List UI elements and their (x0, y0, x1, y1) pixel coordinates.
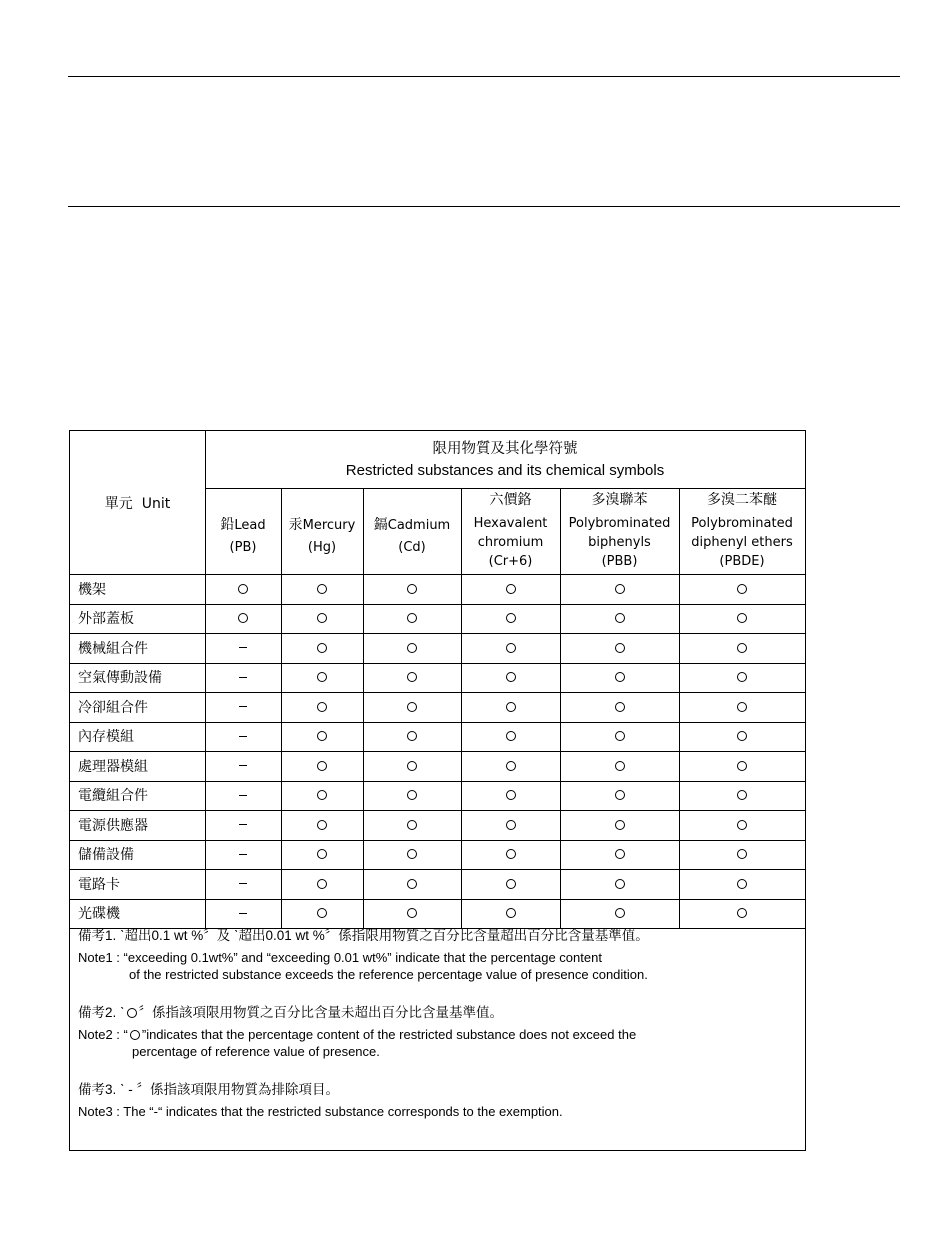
substance-name-en: (PBB) (601, 554, 638, 569)
circle-icon (238, 584, 248, 594)
note3-zh: 備考3. ˋ - 〞係指該項限用物質為排除項目。 (78, 1082, 340, 1097)
row-unit-label: 處理器模組 (78, 758, 148, 775)
circle-icon (238, 613, 248, 623)
row-unit-label: 光碟機 (78, 906, 120, 923)
mark-cell (363, 840, 461, 870)
row-unit-label: 電纜組合件 (78, 788, 148, 805)
substance-symbol: (PB) (229, 539, 257, 555)
mark-cell (205, 810, 281, 840)
circle-icon (615, 820, 625, 830)
circle-icon (615, 613, 625, 623)
substance-name-en: Lead (234, 517, 266, 533)
circle-icon (615, 879, 625, 889)
circle-icon (407, 584, 417, 594)
circle-icon (506, 790, 516, 800)
notes (78, 927, 798, 1121)
circle-icon (737, 879, 747, 889)
mark-cell (281, 840, 363, 870)
mark-cell (281, 781, 363, 811)
substance-header (679, 488, 805, 574)
mark-cell (363, 899, 461, 929)
circle-icon (407, 790, 417, 800)
mark-cell (560, 899, 679, 929)
mark-cell (461, 574, 560, 604)
restricted-header (205, 431, 805, 488)
mark-cell (560, 751, 679, 781)
circle-icon (737, 702, 747, 712)
substance-header (560, 488, 679, 574)
mark-cell (461, 840, 560, 870)
note2-zh-suffix: 〞係指該項限用物質之百分比含量未超出百分比含量基準值。 (138, 1005, 504, 1020)
circle-icon (127, 1008, 137, 1018)
mark-cell (363, 751, 461, 781)
row-unit-label: 電源供應器 (78, 817, 148, 834)
substance-name-en: Polybrominated (691, 516, 793, 531)
mark-cell (461, 751, 560, 781)
note2-zh (78, 1004, 798, 1022)
mark-cell (461, 633, 560, 663)
mark-cell (363, 604, 461, 634)
substance-name-zh: 多溴聯苯 (591, 492, 648, 508)
circle-icon (407, 672, 417, 682)
mark-cell (560, 633, 679, 663)
mark-cell (461, 722, 560, 752)
circle-icon (615, 643, 625, 653)
circle-icon (615, 731, 625, 741)
mark-cell (281, 810, 363, 840)
restricted-substances-table (69, 430, 806, 1151)
mark-cell (461, 899, 560, 929)
substance-title (289, 516, 356, 535)
mark-cell (560, 574, 679, 604)
circle-icon (737, 908, 747, 918)
circle-icon (407, 879, 417, 889)
note2-zh-prefix: 備考2. ˋ (78, 1005, 125, 1020)
mark-cell (679, 574, 805, 604)
mark-cell (281, 869, 363, 899)
row-unit-label: 外部蓋板 (78, 611, 134, 628)
circle-icon (506, 849, 516, 859)
mark-cell (363, 722, 461, 752)
row-unit-label: 儲備設備 (78, 847, 134, 864)
circle-icon (506, 731, 516, 741)
substance-name-en: Hexavalent (473, 516, 548, 531)
circle-icon (506, 613, 516, 623)
circle-icon (506, 879, 516, 889)
circle-icon (407, 761, 417, 771)
mark-cell (461, 663, 560, 693)
mark-cell (461, 604, 560, 634)
note3-en: Note3 : The “-“ indicates that the restricted substance corresponds to the exemption. (78, 1104, 563, 1119)
substance-name-en: Cadmium (387, 517, 451, 533)
mark-cell (281, 604, 363, 634)
dash-icon (239, 883, 247, 884)
mark-cell (205, 633, 281, 663)
circle-icon (407, 643, 417, 653)
substance-name-zh: 汞 (288, 516, 303, 533)
mark-cell (205, 751, 281, 781)
note2-en-suffix: ”indicates that the percentage content of the restricted substance does not exceed the (141, 1027, 637, 1042)
mark-cell (679, 751, 805, 781)
circle-icon (615, 702, 625, 712)
mark-cell (205, 840, 281, 870)
circle-icon (407, 849, 417, 859)
mark-cell (461, 869, 560, 899)
circle-icon (407, 820, 417, 830)
circle-icon (615, 790, 625, 800)
mark-cell (281, 692, 363, 722)
circle-icon (615, 672, 625, 682)
mark-cell (363, 663, 461, 693)
dash-icon (239, 647, 247, 648)
circle-icon (317, 908, 327, 918)
substance-name-en: Mercury (302, 517, 356, 533)
circle-icon (506, 584, 516, 594)
mark-cell (461, 692, 560, 722)
note2-en-line1 (78, 1027, 798, 1044)
substance-header (461, 488, 560, 574)
dash-icon (239, 736, 247, 737)
mark-cell (560, 604, 679, 634)
mark-cell (560, 663, 679, 693)
mark-cell (281, 899, 363, 929)
unit-header-label: 單元 Unit (104, 495, 171, 512)
circle-icon (506, 761, 516, 771)
mark-cell (560, 810, 679, 840)
circle-icon (407, 731, 417, 741)
circle-icon (317, 584, 327, 594)
circle-icon (317, 879, 327, 889)
substance-header (205, 488, 281, 574)
circle-icon (407, 702, 417, 712)
row-unit-label: 電路卡 (78, 876, 120, 893)
mark-cell (205, 692, 281, 722)
substance-name-zh: 鎘 (373, 516, 388, 533)
dash-icon (239, 824, 247, 825)
circle-icon (737, 672, 747, 682)
note2-en-prefix: Note2 : “ (78, 1027, 128, 1042)
circle-icon (737, 584, 747, 594)
row-unit-label: 內存模組 (78, 729, 134, 746)
substance-name-en: diphenyl ethers (691, 535, 793, 550)
grid-line-horizontal (205, 488, 805, 489)
substance-header (281, 488, 363, 574)
substance-name-zh: 六價鉻 (489, 492, 532, 508)
mark-cell (363, 574, 461, 604)
note1-en-line1: Note1 : “exceeding 0.1wt%” and “exceeding 0.01 wt%” indicate that the percentage content (78, 950, 602, 965)
circle-icon (317, 761, 327, 771)
note1-en-line2: of the restricted substance exceeds the reference percentage value of presence condition. (129, 966, 648, 982)
circle-icon (317, 672, 327, 682)
dash-icon (239, 677, 247, 678)
circle-icon (506, 702, 516, 712)
substance-name-en: biphenyls (588, 535, 651, 550)
mark-cell (461, 810, 560, 840)
circle-icon (317, 849, 327, 859)
circle-icon (615, 761, 625, 771)
substance-symbol: (Cd) (398, 539, 426, 555)
circle-icon (737, 613, 747, 623)
mark-cell (560, 840, 679, 870)
circle-icon (317, 613, 327, 623)
substance-title (374, 516, 450, 535)
circle-icon (737, 790, 747, 800)
circle-icon (317, 643, 327, 653)
mark-cell (679, 869, 805, 899)
mark-cell (281, 633, 363, 663)
substance-name-zh: 鉛 (220, 516, 235, 533)
circle-icon (615, 584, 625, 594)
mark-cell (363, 781, 461, 811)
mark-cell (560, 869, 679, 899)
mark-cell (205, 781, 281, 811)
dash-icon (239, 765, 247, 766)
substance-title (220, 516, 265, 535)
mark-cell (363, 692, 461, 722)
circle-icon (737, 820, 747, 830)
mark-cell (679, 692, 805, 722)
circle-icon (506, 643, 516, 653)
mark-cell (560, 781, 679, 811)
circle-icon (130, 1030, 140, 1040)
mark-cell (679, 840, 805, 870)
dash-icon (239, 795, 247, 796)
unit-header (70, 431, 205, 574)
circle-icon (737, 761, 747, 771)
note1-zh: 備考1. ˋ超出0.1 wt %〞及 ˋ超出0.01 wt %〞係指限用物質之百分比含量超出百分比含量基準值。 (78, 928, 649, 943)
mark-cell (679, 663, 805, 693)
dash-icon (239, 913, 247, 914)
substance-symbol: (Hg) (307, 539, 337, 555)
mark-cell (679, 633, 805, 663)
mark-cell (679, 899, 805, 929)
row-unit-label: 空氣傳動設備 (78, 670, 162, 687)
substance-name-en: chromium (477, 535, 544, 550)
mark-cell (679, 604, 805, 634)
mark-cell (205, 574, 281, 604)
substance-name-en: Polybrominated (568, 516, 671, 531)
circle-icon (506, 820, 516, 830)
circle-icon (506, 908, 516, 918)
mark-cell (281, 722, 363, 752)
mark-cell (281, 663, 363, 693)
mark-cell (205, 869, 281, 899)
middle-rule (68, 206, 900, 207)
mark-cell (205, 604, 281, 634)
row-unit-label: 機架 (78, 581, 106, 598)
circle-icon (737, 849, 747, 859)
substance-header (363, 488, 461, 574)
mark-cell (205, 663, 281, 693)
mark-cell (281, 574, 363, 604)
substance-name-zh: 多溴二苯醚 (707, 492, 777, 508)
circle-icon (317, 820, 327, 830)
restricted-header-en: Restricted substances and its chemical symbols (345, 461, 665, 479)
mark-cell (205, 899, 281, 929)
substance-name-en: (Cr+6) (488, 554, 533, 569)
mark-cell (461, 781, 560, 811)
mark-cell (363, 869, 461, 899)
mark-cell (560, 692, 679, 722)
restricted-header-zh: 限用物質及其化學符號 (432, 440, 578, 457)
row-unit-label: 冷卻組合件 (78, 699, 148, 716)
mark-cell (281, 751, 363, 781)
circle-icon (317, 731, 327, 741)
circle-icon (317, 702, 327, 712)
circle-icon (407, 613, 417, 623)
circle-icon (506, 672, 516, 682)
circle-icon (615, 849, 625, 859)
mark-cell (679, 722, 805, 752)
dash-icon (239, 706, 247, 707)
row-unit-label: 機械組合件 (78, 640, 148, 657)
circle-icon (737, 731, 747, 741)
mark-cell (679, 781, 805, 811)
circle-icon (615, 908, 625, 918)
circle-icon (317, 790, 327, 800)
mark-cell (679, 810, 805, 840)
substance-name-en: (PBDE) (719, 554, 765, 569)
circle-icon (737, 643, 747, 653)
mark-cell (205, 722, 281, 752)
top-rule (68, 76, 900, 77)
dash-icon (239, 854, 247, 855)
mark-cell (363, 810, 461, 840)
mark-cell (560, 722, 679, 752)
circle-icon (407, 908, 417, 918)
note2-en-line2: percentage of reference value of presence. (132, 1043, 380, 1059)
mark-cell (363, 633, 461, 663)
